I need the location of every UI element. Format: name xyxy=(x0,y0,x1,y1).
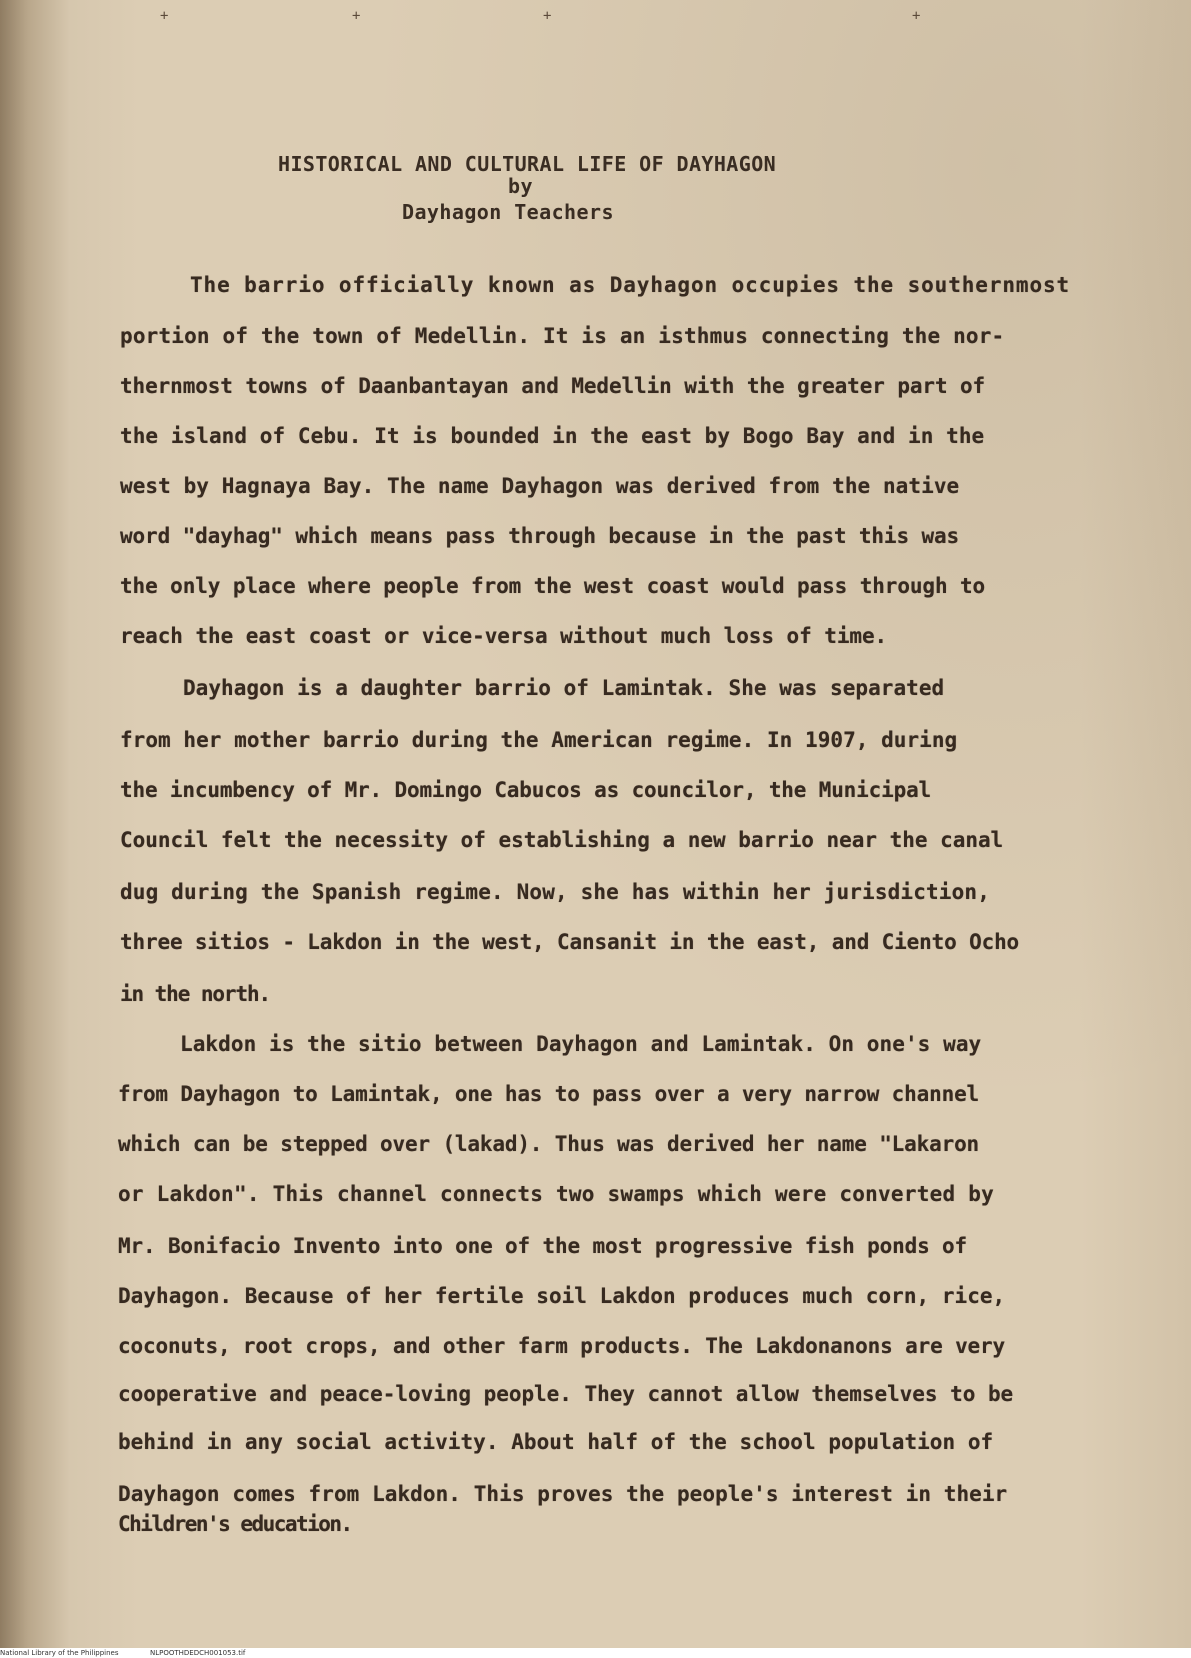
staple-mark-icon: + xyxy=(543,8,552,24)
scan-footer xyxy=(0,1648,1191,1658)
text-line: Council felt the necessity of establishing a new barrio near the canal xyxy=(120,828,1004,852)
text-line: which can be stepped over (lakad). Thus was derived her name "Lakaron xyxy=(118,1132,980,1156)
text-line: Children's education. xyxy=(118,1512,352,1536)
text-line: three sitios - Lakdon in the west, Cansanit in the east, and Ciento Ocho xyxy=(120,930,1020,954)
text-line: Lakdon is the sitio between Dayhagon and Lamintak. On one's way xyxy=(180,1032,982,1056)
text-line: cooperative and peace-loving people. They cannot allow themselves to be xyxy=(118,1382,1014,1406)
file-identifier: NLPOOTHDEDCH001053.tif xyxy=(150,1649,246,1657)
text-line: Dayhagon. Because of her fertile soil Lakdon produces much corn, rice, xyxy=(118,1284,1006,1308)
text-line: or Lakdon". This channel connects two swamps which were converted by xyxy=(118,1182,994,1206)
byline-by: by xyxy=(508,174,534,198)
text-line: the incumbency of Mr. Domingo Cabucos as councilor, the Municipal xyxy=(120,778,932,802)
text-line: the only place where people from the west coast would pass through to xyxy=(120,574,986,598)
text-line: Dayhagon is a daughter barrio of Lamintak. She was separated xyxy=(183,676,945,700)
text-line: reach the east coast or vice-versa without much loss of time. xyxy=(120,624,888,648)
text-line: from Dayhagon to Lamintak, one has to pass over a very narrow channel xyxy=(118,1082,980,1106)
text-line: word "dayhag" which means pass through because in the past this was xyxy=(120,524,960,548)
staple-mark-icon: + xyxy=(160,8,169,24)
text-line: coconuts, root crops, and other farm products. The Lakdonanons are very xyxy=(118,1334,1006,1358)
staple-mark-icon: + xyxy=(352,8,361,24)
page-title: HISTORICAL AND CULTURAL LIFE OF DAYHAGON xyxy=(278,152,777,176)
text-line: Mr. Bonifacio Invento into one of the most progressive fish ponds of xyxy=(118,1234,968,1258)
staple-mark-icon: + xyxy=(912,8,921,24)
author-line: Dayhagon Teachers xyxy=(402,200,614,224)
text-line: portion of the town of Medellin. It is an isthmus connecting the nor- xyxy=(120,324,1005,348)
text-line: The barrio officially known as Dayhagon occupies the southernmost xyxy=(190,273,1071,297)
text-line: dug during the Spanish regime. Now, she has within her jurisdiction, xyxy=(120,880,990,904)
text-line: Dayhagon comes from Lakdon. This proves the people's interest in their xyxy=(118,1482,1008,1506)
text-line: behind in any social activity. About half of the school population of xyxy=(118,1430,994,1454)
text-line: the island of Cebu. It is bounded in the east by Bogo Bay and in the xyxy=(120,424,985,448)
library-credit: National Library of the Philippines xyxy=(0,1649,119,1657)
text-line: from her mother barrio during the American regime. In 1907, during xyxy=(120,728,958,752)
text-line: thernmost towns of Daanbantayan and Medellin with the greater part of xyxy=(120,374,986,398)
text-line: in the north. xyxy=(120,982,271,1006)
text-line: west by Hagnaya Bay. The name Dayhagon was derived from the native xyxy=(120,474,960,498)
